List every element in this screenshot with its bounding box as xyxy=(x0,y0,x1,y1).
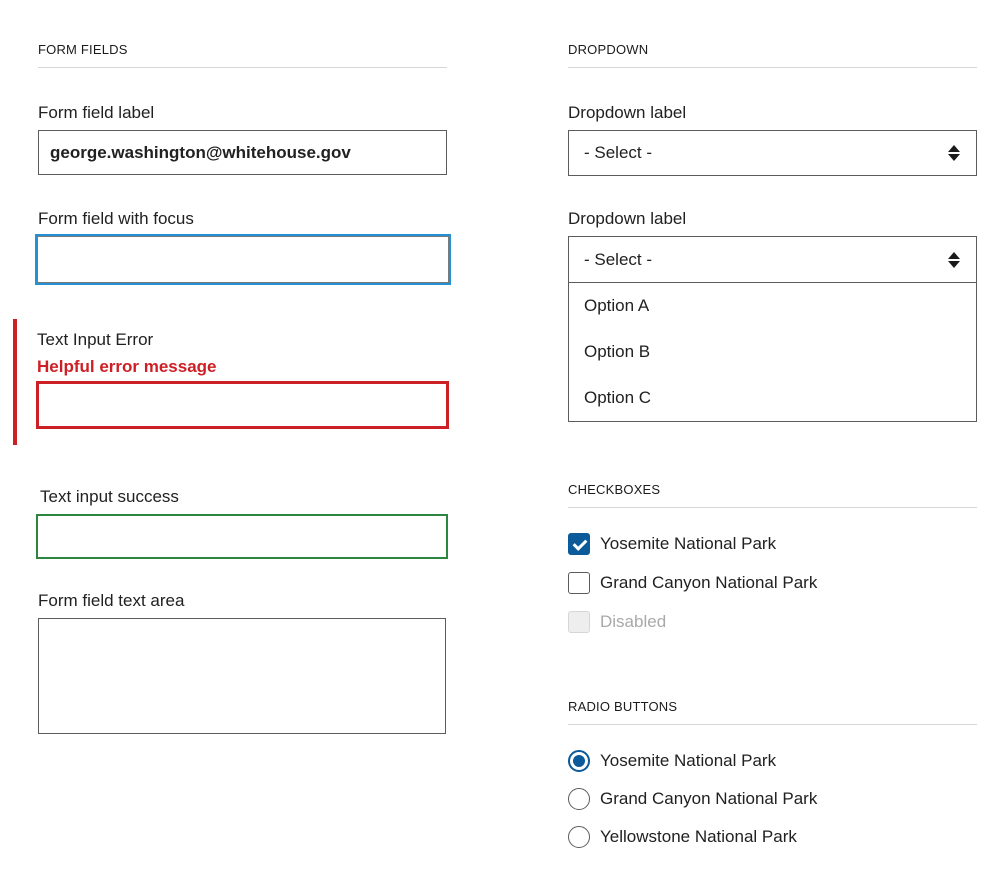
form-fields-divider xyxy=(38,67,447,68)
email-input[interactable]: george.washington@whitehouse.gov xyxy=(38,130,447,175)
focus-input[interactable] xyxy=(35,234,451,285)
dropdown-option-b[interactable]: Option B xyxy=(568,329,977,376)
focus-field-label: Form field with focus xyxy=(38,209,194,228)
checkbox-checked-icon[interactable] xyxy=(568,533,590,555)
checkbox-label: Yosemite National Park xyxy=(600,534,777,553)
dropdown-label-1: Dropdown label xyxy=(568,103,687,122)
checkbox-disabled xyxy=(568,611,666,633)
text-area[interactable] xyxy=(38,618,446,734)
error-input[interactable] xyxy=(36,381,449,429)
checkbox-grand-canyon[interactable] xyxy=(568,572,817,594)
radio-label: Yellowstone National Park xyxy=(600,827,797,846)
form-fields-section-title: FORM FIELDS xyxy=(38,42,128,57)
dropdown-option-c[interactable]: Option C xyxy=(568,375,977,422)
radio-label: Yosemite National Park xyxy=(600,751,777,770)
dropdown-select-1-value: - Select - xyxy=(584,143,653,162)
radio-yellowstone[interactable] xyxy=(568,826,797,848)
checkbox-label: Disabled xyxy=(600,612,667,631)
dropdown-select-2[interactable] xyxy=(568,236,977,283)
dropdown-section-title: DROPDOWN xyxy=(568,42,649,57)
success-field-label: Text input success xyxy=(40,487,179,506)
error-message: Helpful error message xyxy=(37,357,217,376)
radio-selected-icon[interactable] xyxy=(568,750,590,772)
error-indicator-bar xyxy=(13,319,17,445)
sort-arrows-icon xyxy=(947,251,961,269)
radio-yosemite[interactable] xyxy=(568,750,776,772)
dropdown-divider xyxy=(568,67,977,68)
radio-buttons-section-title: RADIO BUTTONS xyxy=(568,699,678,714)
dropdown-select-1[interactable] xyxy=(568,130,977,176)
textarea-label: Form field text area xyxy=(38,591,185,610)
checkbox-yosemite[interactable] xyxy=(568,533,776,555)
dropdown-label-2: Dropdown label xyxy=(568,209,687,228)
radio-buttons-divider xyxy=(568,724,977,725)
error-field-label: Text Input Error xyxy=(37,330,154,349)
success-input[interactable] xyxy=(36,514,448,559)
radio-unselected-icon[interactable] xyxy=(568,826,590,848)
radio-grand-canyon[interactable] xyxy=(568,788,817,810)
radio-label: Grand Canyon National Park xyxy=(600,789,818,808)
checkbox-unchecked-icon[interactable] xyxy=(568,572,590,594)
checkboxes-section-title: CHECKBOXES xyxy=(568,482,661,497)
checkboxes-divider xyxy=(568,507,977,508)
radio-unselected-icon[interactable] xyxy=(568,788,590,810)
checkbox-disabled-icon xyxy=(568,611,590,633)
sort-arrows-icon xyxy=(947,144,961,162)
dropdown-option-a[interactable]: Option A xyxy=(568,283,977,330)
dropdown-select-2-value: - Select - xyxy=(584,249,653,269)
form-field-label: Form field label xyxy=(38,103,155,122)
checkbox-label: Grand Canyon National Park xyxy=(600,573,818,592)
